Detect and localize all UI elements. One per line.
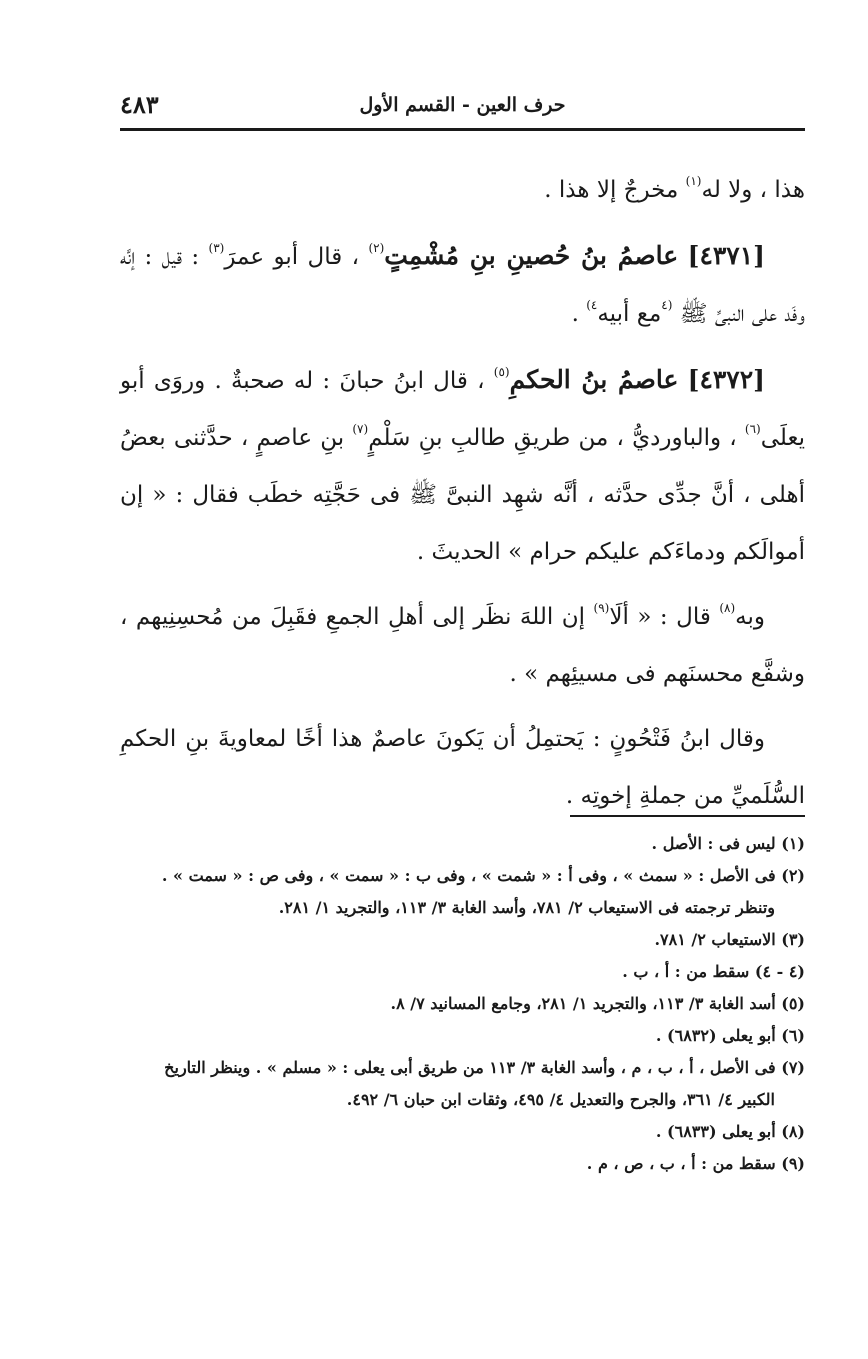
text-span: هذا ، ولا له bbox=[701, 177, 805, 203]
footnote-4 bbox=[120, 956, 805, 988]
footnote-number: (٥) bbox=[781, 994, 805, 1013]
footnote-ref: (٨) bbox=[719, 601, 736, 616]
running-title: حرف العين - القسم الأول bbox=[359, 94, 566, 116]
text-span: وبه bbox=[735, 604, 766, 630]
paragraph-intro bbox=[120, 162, 805, 219]
footnote-text: الاستيعاب ٢/ ٧٨١. bbox=[654, 930, 776, 949]
page-number: ٤٨٣ bbox=[120, 90, 159, 119]
main-text bbox=[120, 162, 805, 833]
entry-4371 bbox=[120, 227, 805, 343]
footnote-number: (٦) bbox=[781, 1026, 805, 1045]
entry-number: [٤٣٧١] bbox=[687, 241, 765, 270]
page-header bbox=[120, 90, 805, 126]
footnote-2 bbox=[120, 860, 805, 892]
footnote-8 bbox=[120, 1116, 805, 1148]
text-span: . bbox=[571, 301, 579, 327]
footnote-rule bbox=[570, 815, 805, 817]
text-span: بنِ عاصمٍ ، حدَّثنى بعضُ أهلى ، أنَّ جدِّى حدَّثه ، أنَّه شهِد النبىَّ ﷺ فى حَجَّتِه خطَب فقال : « إن أموالَكم ودماءَكم عليكم حرام » الحديثَ . bbox=[120, 425, 805, 565]
text-span: ، والباورديُّ ، من طريقِ طالبِ بنِ سَلْمٍ bbox=[368, 425, 737, 451]
text-span: ، قال أبو عمرَ bbox=[224, 244, 360, 270]
footnote-ref: ٤) bbox=[586, 298, 598, 313]
paragraph-fathun: وقال ابنُ فَتْحُونٍ : يَحتمِلُ أن يَكونَ عاصمٌ هذا أخًا لمعاويةَ بنِ الحكمِ السُّلَميِّ من جملةِ إخوتِه . bbox=[120, 726, 805, 809]
footnotes bbox=[120, 828, 805, 1180]
footnote-ref: (٩) bbox=[593, 601, 610, 616]
footnote-text: سقط من : أ ، ب . bbox=[622, 962, 750, 981]
footnote-ref: (٧) bbox=[352, 422, 369, 437]
footnote-text: أبو يعلى (٦٨٣٣) . bbox=[655, 1122, 776, 1141]
footnote-ref: (١) bbox=[685, 174, 702, 189]
footnote-1 bbox=[120, 828, 805, 860]
text-span: مخرجٌ إلا هذا . bbox=[544, 177, 679, 203]
footnote-ref: (٥) bbox=[493, 365, 510, 380]
footnote-2-continued: وتنظر ترجمته فى الاستيعاب ٢/ ٧٨١، وأسد الغابة ٣/ ١١٣، والتجريد ١/ ٢٨١. bbox=[278, 898, 775, 917]
footnote-text: فى الأصل : « سمث » ، وفى أ : « شمت » ، وفى ب : « سمت » ، وفى ص : « سمت » . bbox=[161, 866, 776, 885]
footnote-number: (٧) bbox=[781, 1058, 805, 1077]
footnote-3 bbox=[120, 924, 805, 956]
footnote-ref: (٦) bbox=[744, 422, 761, 437]
footnote-7-continued: الكبير ٤/ ٣٦١، والجرح والتعديل ٤/ ٤٩٥، وثقات ابن حبان ٦/ ٤٩٢. bbox=[346, 1090, 775, 1109]
text-span: : قيل : إنَّه وفَد على النبىِّ ﷺ bbox=[120, 244, 805, 327]
footnote-number: (٣) bbox=[781, 930, 805, 949]
footnote-text: أبو يعلى (٦٨٣٢) . bbox=[655, 1026, 776, 1045]
text-span: ، قال ابنُ حبانَ : له صحبةٌ . وروَى أبو يعلَى bbox=[120, 368, 806, 451]
footnote-text: سقط من : أ ، ب ، ص ، م . bbox=[586, 1154, 776, 1173]
text-span: إن اللهَ نظَر إلى أهلِ الجمعِ فقَبِلَ من مُحسِنِيهم ، وشفَّع محسنَهم فى مسيئِهم » . bbox=[120, 604, 805, 687]
footnote-text: ليس فى : الأصل . bbox=[651, 834, 776, 853]
footnote-number: (٤ - ٤) bbox=[754, 962, 805, 981]
header-rule bbox=[120, 128, 805, 131]
footnote-number: (٩) bbox=[781, 1154, 805, 1173]
footnote-5 bbox=[120, 988, 805, 1020]
entry-4372 bbox=[120, 351, 805, 581]
footnote-ref: (٤ bbox=[661, 298, 673, 313]
footnote-number: (٨) bbox=[781, 1122, 805, 1141]
paragraph-wabihi bbox=[120, 589, 805, 703]
entry-name: عاصمُ بنُ حُصينِ بنِ مُشْمِتٍ bbox=[384, 241, 679, 270]
footnote-9 bbox=[120, 1148, 805, 1180]
footnote-number: (٢) bbox=[781, 866, 805, 885]
footnote-text: أسد الغابة ٣/ ١١٣، والتجريد ١/ ٢٨١، وجامع المسانيد ٧/ ٨. bbox=[390, 994, 776, 1013]
footnote-ref: (٣) bbox=[208, 241, 225, 256]
footnote-6 bbox=[120, 1020, 805, 1052]
entry-name: عاصمُ بنُ الحكمِ bbox=[509, 365, 679, 394]
entry-number: [٤٣٧٢] bbox=[687, 365, 766, 394]
footnote-7 bbox=[120, 1052, 805, 1084]
text-span: قال : « ألَا bbox=[609, 604, 711, 630]
footnote-ref: (٢) bbox=[368, 241, 385, 256]
text-span: مع أبيه bbox=[597, 301, 662, 327]
footnote-text: فى الأصل ، أ ، ب ، م ، وأسد الغابة ٣/ ١١٣ من طريق أبى يعلى : « مسلم » . وينظر التاريخ bbox=[164, 1058, 776, 1077]
footnote-number: (١) bbox=[781, 834, 805, 853]
